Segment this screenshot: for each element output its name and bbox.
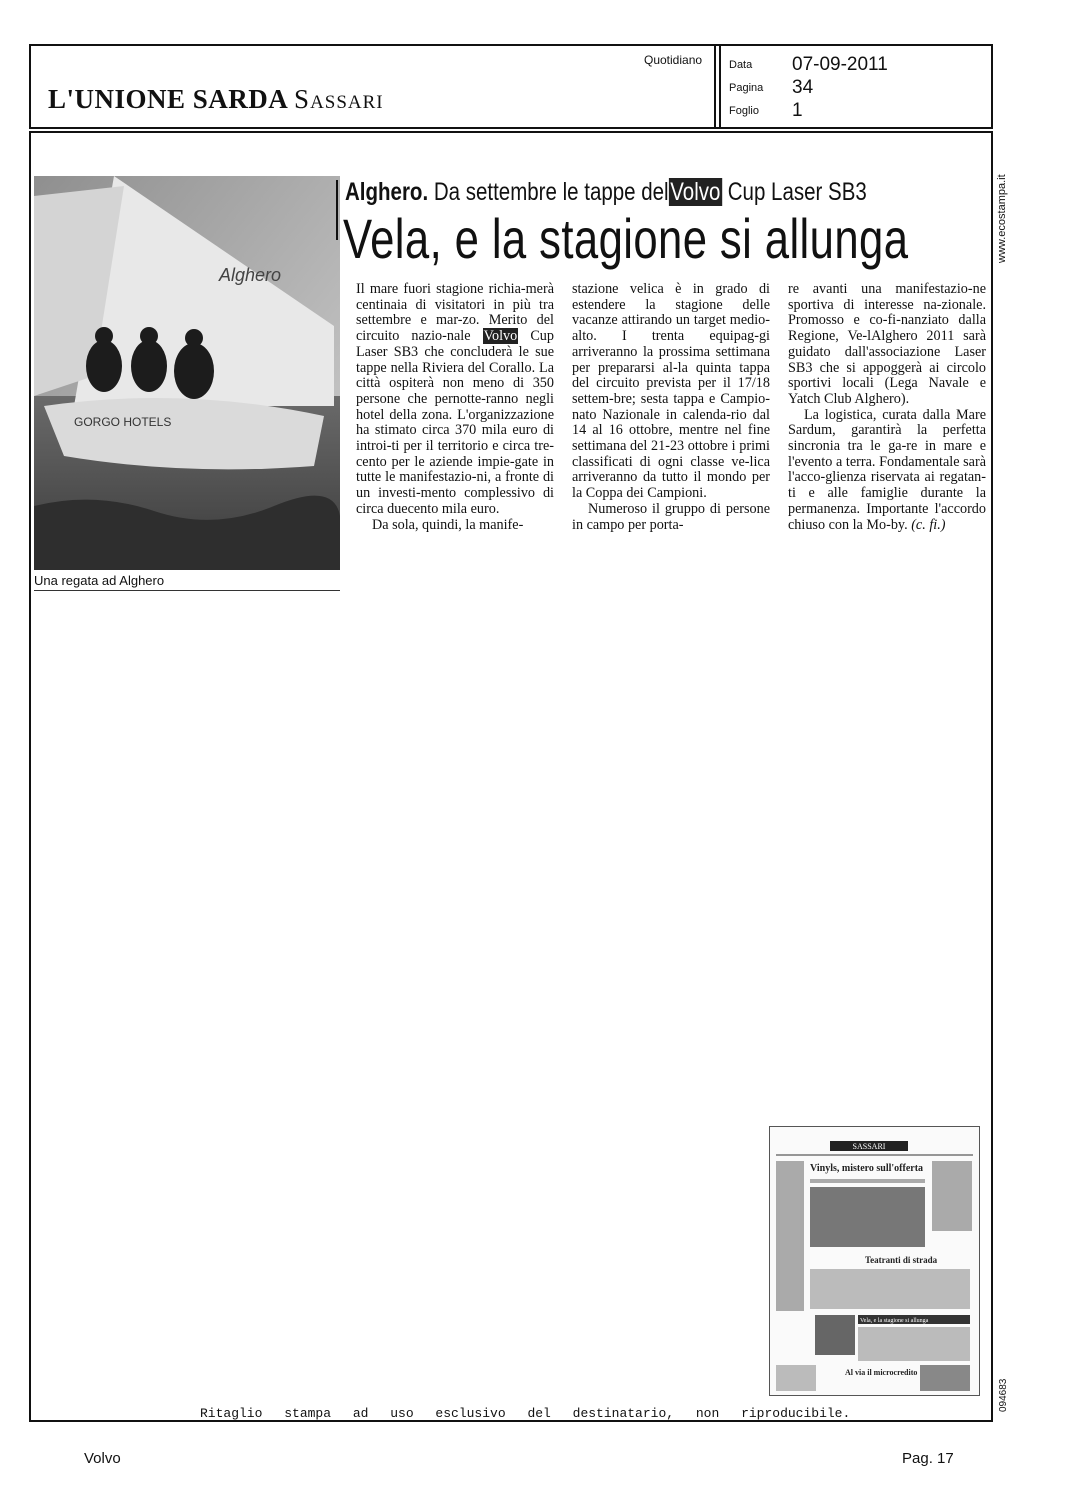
newspaper-masthead [48,84,384,115]
masthead-edition: Sassari [294,84,384,114]
publication-type: Quotidiano [644,53,703,67]
brand-highlight: Volvo [483,328,518,345]
page-number: Pag. 17 [902,1450,954,1467]
header-divider [714,44,716,129]
reproduction-notice: Ritaglio stampa ad uso esclusivo del destinatario, non riproducibile. [200,1406,851,1421]
article-kicker [345,178,867,207]
source-site: www.ecostampa.it [996,174,1008,263]
paragraph: Da sola, quindi, la manife- [372,516,524,533]
thumb-headline-2: Teatranti di strada [865,1255,938,1265]
paragraph: La logistica, curata dalla Mare Sardum, garantirà la perfetta sincronia tra le ga-re in mare e l'evento a terra. Fondamentale sarà l'acco-glienza riservata ai regatan-ti e alle famiglie durante la permanenza. Importante l'accordo chiuso con la Mo-by. (c. fi.) [788,406,986,533]
kicker-place: Alghero. [345,178,429,206]
kicker-text: Da settembre le tappe del [433,178,669,206]
header-divider [719,44,721,129]
thumb-section: SASSARI [852,1142,886,1151]
article-column-2 [572,282,770,533]
thumbnail-graphic [770,1127,979,1395]
paragraph: Numeroso il gruppo di persone in campo per porta- [572,500,770,533]
kicker-text-end: Cup Laser SB3 [727,178,867,206]
photo-caption: Una regata ad Alghero [34,573,340,591]
masthead-title: L'UNIONE SARDA [48,84,287,114]
paragraph: re avanti una manifestazio-ne sportiva di interesse na-zionale. Promosso e co-fi-nanziato dalla Regione, Ve-lAlghero 2011 sarà guidato dall'associazione Laser SB3 che si appoggerà ai circolo sportivi locali (Lega Navale e Yatch Club Alghero). [788,281,986,407]
brand-highlight: Volvo [670,178,721,206]
article-column-3 [788,282,986,533]
meta-row-sheet: Foglio 1 [729,99,803,121]
thumb-headline-4: Al via il microcredito [845,1368,918,1377]
page-thumbnail [769,1126,980,1396]
svg-text:Alghero: Alghero [219,265,282,285]
headline-rule [336,180,338,240]
meta-box [729,53,888,122]
svg-text:GORGO HOTELS: GORGO HOTELS [74,415,172,429]
regatta-photo [34,176,340,570]
paragraph: Il mare fuori stagione richia-merà centinaia di visitatori in più tra settembre e mar-zo. Merito del circuito nazio-nale Volvo Cup Laser SB3 che concluderà le sue tappe nella Riviera del Corallo. La città ospiterà non meno di 350 persone che pernotte-ranno negli hotel della zona. L'organizzazione ha stimato circa 370 mila euro di introi-ti per il territorio e circa tre-cento per le aziende impie-gate in tutte le manifestazio-ni, a fronte di un investi-mento complessivo di circa duecento mila euro. [356,281,554,517]
thumb-headline-3: Vela, e la stagione si allunga [860,1318,929,1324]
meta-row-page: Pagina 34 [729,76,814,98]
meta-row-date: Data 07-09-2011 [729,53,888,75]
article-column-1 [356,282,554,533]
paragraph: stazione velica è in grado di estendere la stagione delle vacanze attirando un target medio-alto. I trenta equipag-gi arriveranno la prossima settimana per prepararsi al-la quinta tappa del circuito prevista per il 17/18 settem-bre; sesta tappa e Campio-nato Nazionale in calenda-rio dal 14 al 16 ottobre, mentre nel fine settimana del 21-23 ottobre i primi classificati di ogni classe ve-lica arriveranno da tutto il mondo per la Coppa dei Campioni. [572,281,770,502]
client-name: Volvo [84,1450,121,1467]
clipping-code: 094683 [998,1378,1009,1412]
byline: (c. fi.) [911,516,946,533]
thumb-headline-1: Vinyls, mistero sull'offerta [810,1163,924,1174]
article-headline: Vela, e la stagione si allunga [343,207,909,270]
